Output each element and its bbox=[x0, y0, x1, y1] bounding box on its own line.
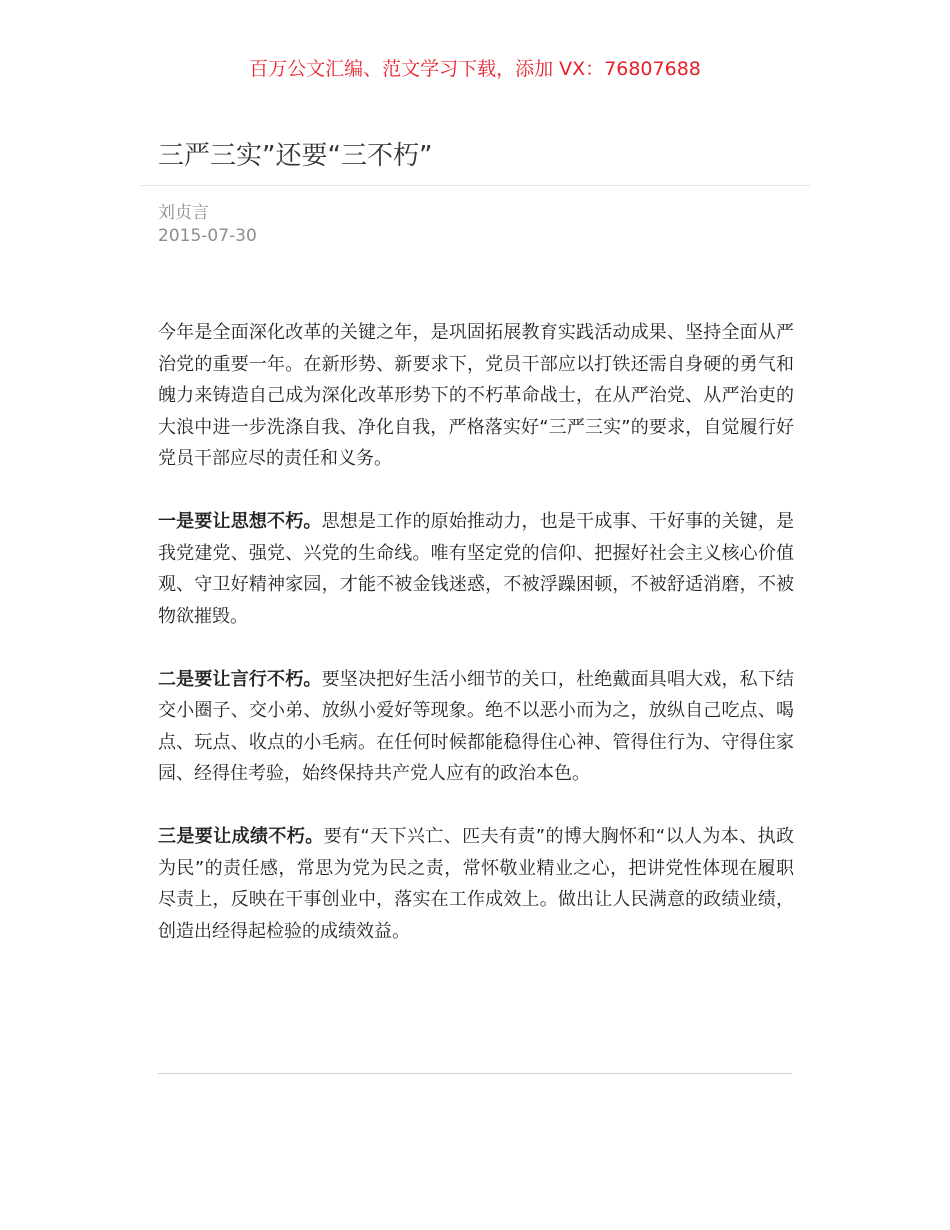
section-paragraph bbox=[158, 664, 794, 790]
section-body: 要坚决把好生活小细节的关口，杜绝戴面具唱大戏，私下结交小圈子、交小弟、放纵小爱好等现象。绝不以恶小而为之，放纵自己吃点、喝点、玩点、收点的小毛病。在任何时候都能稳得住心神、管得住行为、守得住家园、经得住考验，始终保持共产党人应有的政治本色。 bbox=[158, 668, 795, 784]
section-heading: 一是要让思想不朽。 bbox=[158, 511, 322, 532]
intro-paragraph: 今年是全面深化改革的关键之年，是巩固拓展教育实践活动成果、坚持全面从严治党的重要一年。在新形势、新要求下，党员干部应以打铁还需自身硬的勇气和魄力来铸造自己成为深化改革形势下的不朽革命战士，在从严治党、从严治吏的大浪中进一步洗涤自我、净化自我，严格落实好“三严三实”的要求，自觉履行好党员干部应尽的责任和义务。 bbox=[158, 322, 794, 469]
promo-banner: 百万公文汇编、范文学习下载，添加 VX：76807688 bbox=[249, 58, 701, 80]
section-body: 要有“天下兴亡、匹夫有责”的博大胸怀和“以人为本、执政为民”的责任感，常思为党为民之责，常怀敬业精业之心，把讲党性体现在履职尽责上，反映在干事创业中，落实在工作成效上。做出让人民满意的政绩业绩，创造出经得起检验的成绩效益。 bbox=[158, 826, 794, 942]
footer-divider bbox=[158, 1073, 792, 1074]
article-title: 三严三实”还要“三不朽” bbox=[158, 141, 433, 171]
section-paragraph bbox=[158, 506, 794, 632]
article-date: 2015-07-30 bbox=[158, 226, 257, 246]
section-heading: 二是要让言行不朽。 bbox=[158, 668, 322, 690]
section-heading: 三是要让成绩不朽。 bbox=[158, 826, 324, 847]
title-divider bbox=[140, 185, 810, 186]
section-body: 思想是工作的原始推动力，也是干成事、干好事的关键，是我党建党、强党、兴党的生命线。唯有坚定党的信仰、把握好社会主义核心价值观、守卫好精神家园，才能不被金钱迷惑，不被浮躁困顿，不被舒适消磨，不被物欲摧毁。 bbox=[158, 511, 795, 627]
article-author: 刘贞言 bbox=[158, 203, 209, 223]
article-body bbox=[158, 317, 794, 979]
article-meta bbox=[158, 202, 257, 248]
section-paragraph bbox=[158, 821, 794, 947]
